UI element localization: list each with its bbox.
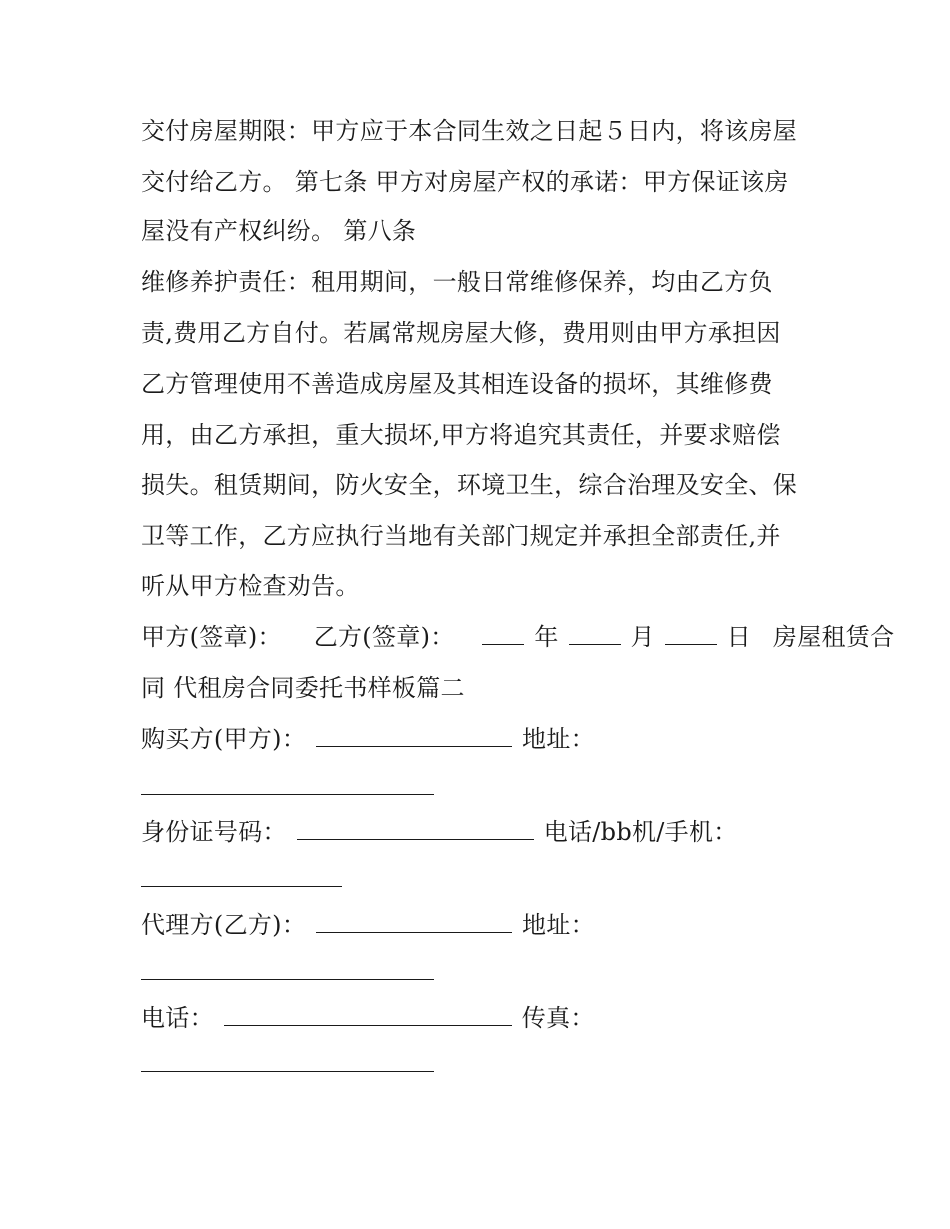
paragraph-line: 屋没有产权纠纷。 第八条	[141, 217, 417, 245]
phone-bb-blank[interactable]	[141, 886, 342, 887]
id-row	[141, 815, 738, 849]
paragraph-line: 交付房屋期限：甲方应于本合同生效之日起５日内，将该房屋	[141, 117, 798, 145]
phone-row	[141, 1001, 595, 1035]
id-label: 身份证号码：	[141, 818, 287, 846]
buyer-label: 购买方(甲方)：	[141, 725, 307, 753]
paragraph-line: 维修养护责任：租用期间，一般日常维修保养，均由乙方负	[141, 268, 773, 296]
agent-label: 代理方(乙方)：	[141, 911, 307, 939]
paragraph-line: 乙方管理使用不善造成房屋及其相连设备的损坏，其维修费	[141, 370, 773, 398]
buyer-address-label: 地址：	[522, 725, 595, 753]
party-b-signature-label: 乙方(签章)：	[313, 623, 455, 651]
id-blank[interactable]	[297, 817, 534, 840]
section-title: 同 代租房合同委托书样板篇二	[141, 674, 465, 702]
agent-address-label: 地址：	[522, 911, 595, 939]
paragraph-line: 用，由乙方承担，重大损坏,甲方将追究其责任，并要求赔偿	[141, 421, 781, 449]
buyer-address-blank[interactable]	[141, 794, 434, 795]
party-a-signature-label: 甲方(签章)：	[141, 623, 282, 651]
phone-bb-label: 电话/bb机/手机：	[543, 818, 738, 846]
year-blank[interactable]	[482, 622, 524, 645]
month-blank[interactable]	[569, 622, 621, 645]
contract-title-start: 房屋租赁合	[772, 623, 895, 651]
paragraph-line: 卫等工作，乙方应执行当地有关部门规定并承担全部责任,并	[141, 522, 781, 550]
paragraph-line: 责,费用乙方自付。若属常规房屋大修，费用则由甲方承担因	[141, 319, 781, 347]
buyer-blank[interactable]	[316, 724, 512, 747]
paragraph-line: 听从甲方检查劝告。	[141, 572, 360, 600]
paragraph-line: 损失。租赁期间，防火安全，环境卫生，综合治理及安全、保	[141, 471, 798, 499]
fax-label: 传真：	[521, 1004, 595, 1032]
buyer-row	[141, 722, 595, 756]
day-blank[interactable]	[665, 622, 717, 645]
year-label: 年	[534, 623, 559, 651]
phone-blank[interactable]	[224, 1003, 512, 1026]
day-label: 日	[726, 623, 752, 651]
agent-blank[interactable]	[316, 910, 512, 933]
fax-blank[interactable]	[141, 1071, 434, 1072]
agent-address-blank[interactable]	[141, 979, 434, 980]
agent-row	[141, 908, 595, 942]
paragraph-line: 交付给乙方。 第七条 甲方对房屋产权的承诺：甲方保证该房	[141, 168, 789, 196]
phone-label: 电话：	[141, 1004, 214, 1032]
signature-line	[141, 620, 894, 654]
month-label: 月	[630, 623, 655, 651]
